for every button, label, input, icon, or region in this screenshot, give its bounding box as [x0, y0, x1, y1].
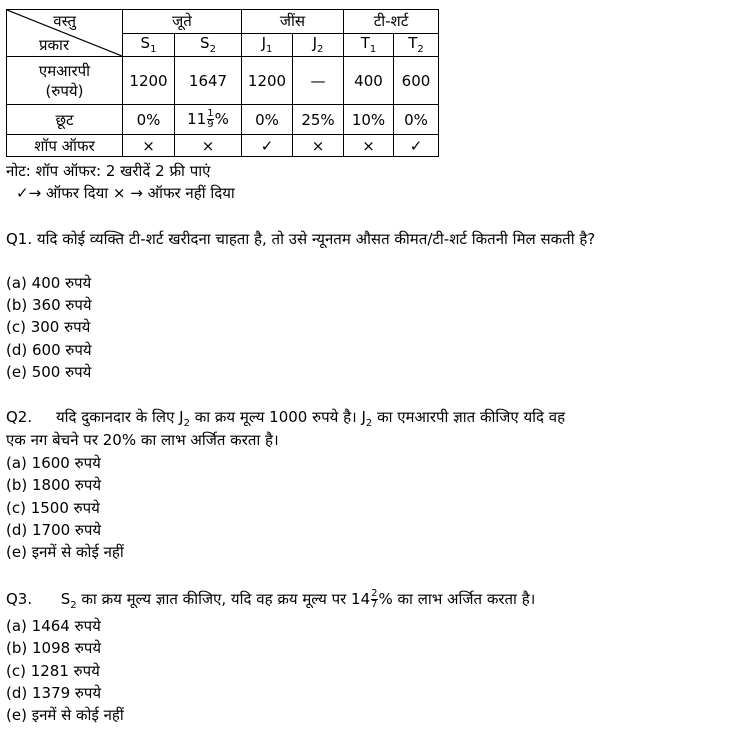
corner-item-label: वस्तु: [53, 12, 76, 30]
col-header-s2: $S_2$: [175, 33, 242, 57]
q2-option-d: (d) 1700 रुपये: [6, 521, 102, 539]
q2-option-e: (e) इनमें से कोई नहीं: [6, 543, 124, 561]
cell-mrp-j2: —: [293, 57, 344, 105]
q2-option-b: (b) 1800 रुपये: [6, 476, 102, 494]
corner-type-label: प्रकार: [39, 36, 70, 54]
row-shop-offer: [7, 135, 439, 157]
q3-text: Q3. $S_2$ का क्रय मूल्य ज्ञात कीजिए, यदि वह क्रय मूल्य पर 14 $\frac{2}{7}$ % का लाभ अर्जित करता है।: [6, 588, 536, 611]
q1-option-a: (a) 400 रुपये: [6, 274, 92, 292]
cell-offer-t2: ✓: [394, 135, 439, 157]
row-label-discount: छूट: [7, 105, 123, 135]
cell-offer-s2: ×: [175, 135, 242, 157]
cell-discount-j2: 25%: [293, 105, 344, 135]
product-table: [6, 9, 439, 157]
row-label-mrp: एमआरपी (रुपये): [7, 57, 123, 105]
q2-text: Q2. यदि दुकानदार के लिए $J_2$ का क्रय मूल्य 1000 रुपये है। $J_2$ का एमआरपी ज्ञात कीजिए यदि वह: [6, 408, 566, 429]
cell-mrp-s1: 1200: [123, 57, 175, 105]
cell-discount-t2: 0%: [394, 105, 439, 135]
cell-discount-j1: 0%: [242, 105, 293, 135]
group-shoes: जूते: [123, 10, 242, 34]
col-header-j1: $J_1$: [242, 33, 293, 57]
q1-option-b: (b) 360 रुपये: [6, 296, 92, 314]
q3-option-b: (b) 1098 रुपये: [6, 639, 102, 657]
q3-option-e: (e) इनमें से कोई नहीं: [6, 706, 124, 724]
q1-option-e: (e) 500 रुपये: [6, 363, 92, 381]
group-jeans: जींस: [242, 10, 344, 34]
cell-discount-s1: 0%: [123, 105, 175, 135]
note-line-2: ✓→ ऑफर दिया × → ऑफर नहीं दिया: [16, 184, 235, 202]
cell-offer-s1: ×: [123, 135, 175, 157]
col-header-s1: $S_1$: [123, 33, 175, 57]
cell-mrp-j1: 1200: [242, 57, 293, 105]
q3-option-d: (d) 1379 रुपये: [6, 684, 102, 702]
cell-offer-j2: ×: [293, 135, 344, 157]
cell-mrp-s2: 1647: [175, 57, 242, 105]
col-header-t1: $T_1$: [344, 33, 394, 57]
col-header-j2: $J_2$: [293, 33, 344, 57]
q2-option-c: (c) 1500 रुपये: [6, 499, 100, 517]
cell-offer-t1: ×: [344, 135, 394, 157]
q1-option-c: (c) 300 रुपये: [6, 318, 91, 336]
q1-option-d: (d) 600 रुपये: [6, 341, 92, 359]
q3-option-a: (a) 1464 रुपये: [6, 617, 101, 635]
row-discount: [7, 105, 439, 135]
q2-text-line2: एक नग बेचने पर 20% का लाभ अर्जित करता है।: [6, 431, 279, 449]
cell-discount-t1: 10%: [344, 105, 394, 135]
group-tshirt: टी-शर्ट: [344, 10, 439, 34]
col-header-t2: $T_2$: [394, 33, 439, 57]
cell-mrp-t2: 600: [394, 57, 439, 105]
q2-option-a: (a) 1600 रुपये: [6, 454, 101, 472]
note-line-1: नोट: शॉप ऑफर: 2 खरीदें 2 फ्री पाएं: [6, 162, 211, 180]
q3-option-c: (c) 1281 रुपये: [6, 662, 100, 680]
discount-fraction: $\frac{1}{9}$: [207, 108, 214, 130]
corner-header-cell: [7, 10, 123, 57]
row-mrp: [7, 57, 439, 105]
cell-offer-j1: ✓: [242, 135, 293, 157]
q1-text: Q1. यदि कोई व्यक्ति टी-शर्ट खरीदना चाहता है, तो उसे न्यूनतम औसत कीमत/टी-शर्ट कितनी मिल सकती है?: [6, 230, 596, 248]
row-label-shop-offer: शॉप ऑफर: [7, 135, 123, 157]
cell-mrp-t1: 400: [344, 57, 394, 105]
cell-discount-s2: 11 $\frac{1}{9}$ %: [175, 105, 242, 135]
q3-fraction: $\frac{2}{7}$: [371, 588, 378, 610]
